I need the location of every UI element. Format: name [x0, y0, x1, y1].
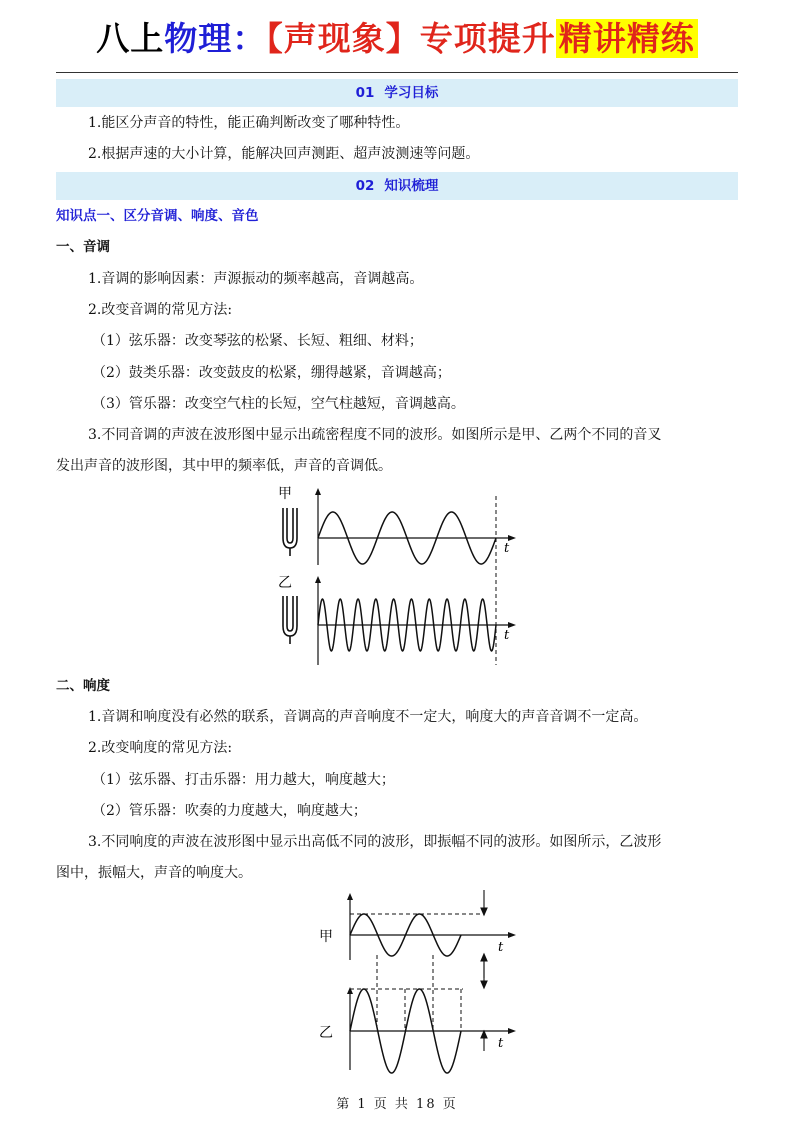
page-footer: 第 1 页 共 18 页 — [336, 1097, 458, 1112]
page-title — [0, 14, 794, 64]
goal-1: 1.能区分声音的特性，能正确判断改变了哪种特性。 — [88, 115, 410, 131]
fork-a-label: 甲 — [278, 486, 292, 502]
wave-b-label: 乙 — [319, 1025, 333, 1041]
pitch-method-2: （2）鼓类乐器：改变鼓皮的松紧，绷得越紧，音调越高； — [92, 365, 451, 381]
pitch-p1: 1.音调的影响因素：声源振动的频率越高，音调越高。 — [88, 271, 424, 287]
pitch-heading: 一、音调 — [56, 239, 110, 255]
section-bar-knowledge — [56, 172, 738, 200]
axis-y-b-arrow — [347, 987, 353, 994]
knowledge-point-title: 知识点一、区分音调、响度、音色 — [56, 208, 259, 224]
axis-t-label-a: t — [498, 940, 504, 955]
tuning-fork-a-icon — [283, 508, 297, 556]
title-grade: 八上 — [96, 19, 165, 58]
section-bar-goals — [56, 79, 738, 107]
pitch-p3-line1: 3.不同音调的声波在波形图中显示出疏密程度不同的波形。如图所示是甲、乙两个不同的音叉 — [88, 427, 662, 443]
loudness-method-1: （1）弦乐器、打击乐器：用力越大，响度越大； — [92, 772, 395, 788]
title-topic: 【声现象】专项提升 — [266, 19, 556, 58]
loudness-heading: 二、响度 — [56, 678, 110, 694]
axis-y-a-arrow — [347, 893, 353, 900]
pitch-p3-line2: 发出声音的波形图，其中甲的频率低，声音的音调低。 — [56, 458, 392, 474]
wave-a-label: 甲 — [319, 929, 333, 945]
amplitude-arrows — [481, 890, 487, 1051]
axis-t-label-b: t — [504, 628, 510, 643]
axis-x-a-arrow — [508, 932, 516, 938]
section-label: 知识梳理 — [384, 178, 439, 194]
goal-2: 2.根据声速的大小计算，能解决回声测距、超声波测速等问题。 — [88, 146, 480, 162]
pitch-p2: 2.改变音调的常见方法: — [88, 302, 233, 318]
pitch-method-1: （1）弦乐器：改变琴弦的松紧、长短、粗细、材料； — [92, 333, 423, 349]
axis-y-b-arrow — [315, 576, 321, 583]
loudness-waveform-figure — [315, 885, 525, 1075]
axis-t-label-b: t — [498, 1036, 504, 1051]
axis-t-label-a: t — [504, 541, 510, 556]
pitch-method-3: （3）管乐器：改变空气柱的长短，空气柱越短，音调越高。 — [92, 396, 465, 412]
fork-b-label: 乙 — [278, 575, 292, 591]
loudness-p2: 2.改变响度的常见方法: — [88, 740, 233, 756]
title-subject: 物理： — [164, 19, 267, 58]
pitch-waveform-figure — [270, 480, 530, 670]
section-number: 01 — [355, 85, 375, 101]
title-divider — [56, 72, 738, 73]
waveform-b — [318, 599, 496, 651]
section-number: 02 — [355, 178, 375, 194]
loudness-p1: 1.音调和响度没有必然的联系，音调高的声音响度不一定大，响度大的声音音调不一定高。 — [88, 709, 648, 725]
loudness-method-2: （2）管乐器：吹奏的力度越大，响度越大； — [92, 803, 367, 819]
section-label: 学习目标 — [384, 85, 439, 101]
title-highlight: 精讲精练 — [556, 19, 698, 58]
tuning-fork-b-icon — [283, 596, 297, 644]
axis-x-b-arrow — [508, 1028, 516, 1034]
guide-lines-dashed — [350, 914, 485, 1031]
loudness-p3-line2: 图中，振幅大，声音的响度大。 — [56, 865, 252, 881]
loudness-p3-line1: 3.不同响度的声波在波形图中显示出高低不同的波形，即振幅不同的波形。如图所示，乙波形 — [88, 834, 662, 850]
axis-y-a-arrow — [315, 488, 321, 495]
